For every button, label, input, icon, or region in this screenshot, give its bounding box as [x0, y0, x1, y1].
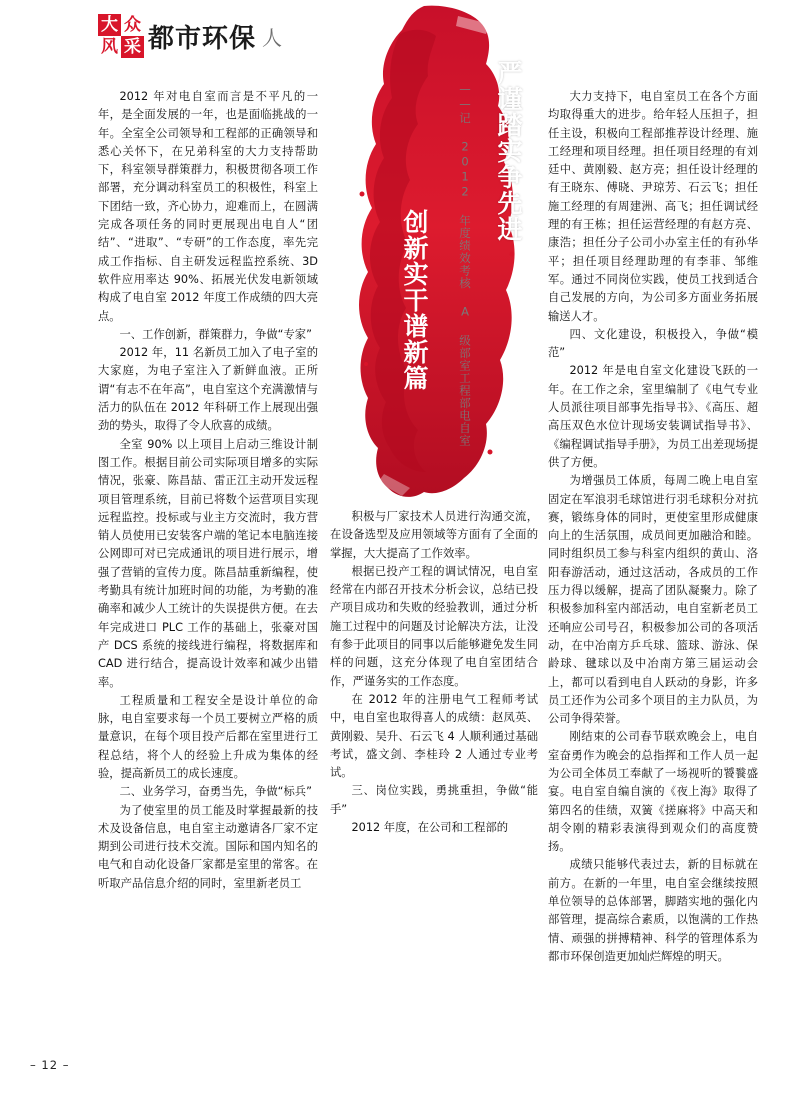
logo-char-3: 风: [98, 36, 121, 58]
paragraph: 在 2012 年的注册电气工程师考试中，电自室也取得喜人的成绩：赵凤英、黄刚毅、吴升、石云飞 4 人顺利通过基础考试，盛文剑、李桂玲 2 人通过专业考试。: [330, 692, 538, 780]
publication-mark: 人: [262, 25, 283, 50]
publication-title: 都市环保: [148, 23, 257, 54]
logo-char-1: 大: [98, 14, 121, 36]
paragraph: 工程质量和工程安全是设计单位的命脉，电自室要求每一个员工要树立严格的质量意识，在每个项目投产后都在室里进行工程总结，将个人的经验上升成为集体的经验，提高新员工的成长速度。: [98, 693, 318, 780]
paragraph: 三、岗位实践，勇挑重担，争做“能手”: [330, 784, 538, 816]
paragraph: 大力支持下，电自室员工在各个方面均取得重大的进步。给年轻人压担子，担任主设，积极向工程部推荐设计经理、施工经理和项目经理。担任项目经理的有刘廷中、黄刚毅、赵方亮；担任设计经理的有王晓东、傅晓、尹琼芳、石云飞；担任施工经理的有周建洲、高飞；担任调试经理的有王栋；担任运营经理的有赵方亮、康浩；担任分子公司小办室主任的有孙华平；担任项目经理助理的有李菲、邹维军。通过不同岗位实践，使员工找到适合自己发展的方向，为公司多方面业务拓展输送人才。: [548, 90, 758, 323]
paragraph: 为了使室里的员工能及时掌握最新的技术及设备信息，电自室主动邀请各厂家不定期到公司进行技术交流。国际和国内知名的电气和自动化设备厂家都是室里的常客。在听取产品信息介绍的同时，室里新老员工: [98, 803, 318, 890]
article-column-left: [98, 88, 318, 893]
logo-char-2: 众: [121, 14, 144, 36]
article-column-right: [548, 88, 758, 966]
paragraph: 刚结束的公司春节联欢晚会上，电自室奋勇作为晚会的总指挥和工作人员一起为公司全体员工奉献了一场视听的饕餮盛宴。电自室自编自演的《夜上海》取得了第四名的佳绩，双簧《搓麻将》中高天和胡令刚的精彩表演得到观众们的高度赞扬。: [548, 730, 758, 854]
paragraph: 一、工作创新，群策群力，争做“专家”: [119, 327, 312, 341]
headline-subtitle: ——记 2012 年度绩效考核 A 级部室工程部电自室: [458, 82, 472, 447]
paragraph: 积极与厂家技术人员进行沟通交流，在设备选型及应用领域等方面有了全面的掌握，大大提高了工作效率。: [330, 510, 538, 560]
publication-logo: [98, 14, 144, 58]
paragraph: 2012 年度，在公司和工程部的: [351, 821, 509, 835]
article-column-middle: [330, 508, 538, 837]
logo-char-4: 采: [121, 36, 144, 58]
headline-artwork: [340, 4, 530, 504]
paragraph: 二、业务学习，奋勇当先，争做“标兵”: [119, 785, 312, 799]
page-number: – 12 –: [30, 1058, 70, 1072]
paragraph: 为增强员工体质，每周二晚上电自室固定在军浪羽毛球馆进行羽毛球积分对抗赛，锻练身体的同时，更使室里形成健康向上的生活氛围，成员间更加融洽和睦。同时组织员工参与科室内组织的黄山、洛阳春游活动，通过这活动，各成员的工作压力得以缓解，提高了团队凝聚力。除了积极参加科室内部活动，电自室新老员工还响应公司号召，积极参加公司的各项活动，在中冶南方乒乓球、篮球、游泳、保龄球、毽球以及中冶南方第三届运动会上，都可以看到电自人跃动的身影，许多员工还作为公司多个项目的主力队员，为公司争得荣誉。: [548, 474, 758, 726]
paragraph: 四、文化建设，积极投入，争做“模范”: [548, 327, 758, 360]
paragraph: 成绩只能够代表过去，新的目标就在前方。在新的一年里，电自室会继续按照单位领导的总体部署，脚踏实地的强化内部管理，提高综合素质，以饱满的工作热情、顽强的拼搏精神、科学的管理体系为都市环保创造更加灿烂辉煌的明天。: [548, 858, 758, 963]
paragraph: 2012 年是电自室文化建设飞跃的一年。在工作之余，室里编制了《电气专业人员派往项目部事先指导书》、《高压、超高压双色水位计现场安装调试指导书》、《编程调试指导手册》，为员工出差现场提供了方便。: [548, 364, 758, 469]
masthead: [98, 14, 282, 58]
headline-line-2: 创新实干谱新篇: [400, 209, 429, 391]
paragraph: 根据已投产工程的调试情况，电自室经常在内部召开技术分析会议，总结已投产项目成功和失败的经验教训，通过分析施工过程中的问题及讨论解决方法，让没有参于此项目的同事以后能够避免发生同样的问题，这充分体现了电自室团结合作，严谨务实的工作态度。: [330, 564, 538, 688]
headline-line-1: 严谨踏实争先进: [494, 60, 523, 242]
paragraph: 2012 年，11 名新员工加入了电子室的大家庭，为电子室注入了新鲜血液。正所谓“有志不在年高”，电自室这个充满激情与活力的队伍在 2012 年科研工作上展现出强劲的势头，取得了令人欣喜的成绩。: [98, 346, 318, 433]
paragraph: 2012 年对电自室而言是不平凡的一年，是全面发展的一年，也是面临挑战的一年。全室全公司领导和工程部的正确领导和悉心关怀下，在兄弟科室的大力支持帮助下，科室领导群策群力，积极贯彻各项工作部署，充分调动科室员工的积极性，科室上下团结一致，齐心协力，迎难而上，在圆满完成各项任务的同时更展现出电自人“团结”、“进取”、“专研”的工作态度，率先完成工作指标、自主研发远程监控系统、3D 软件应用率达 90%、拓展光伏发电新领域构成了电自室 2012 年度工作成绩的四大亮点。: [98, 90, 318, 323]
paragraph: 全室 90% 以上项目上启动三维设计制图工作。根据目前公司实际项目增多的实际情况，张豪、陈昌喆、雷正江主动开发远程项目管理系统，目前已将数个运营项目实现远程监控。投标或与业主方交流时，我方营销人员使用已安装客户端的笔记本电脑连接公网即可对已完成通讯的项目进行展示，增强了营销的宣传力度。陈昌喆重新编程，使考勤具有统计加班时间的功能，为考勤的准确率和减少人工统计的失误提供方便。在去年完成进口 PLC 工作的基础上，张豪对国产 DCS 系统的接线进行编程，将数据库和 CAD 进行结合，提高设计效率和减少出错率。: [98, 437, 318, 689]
